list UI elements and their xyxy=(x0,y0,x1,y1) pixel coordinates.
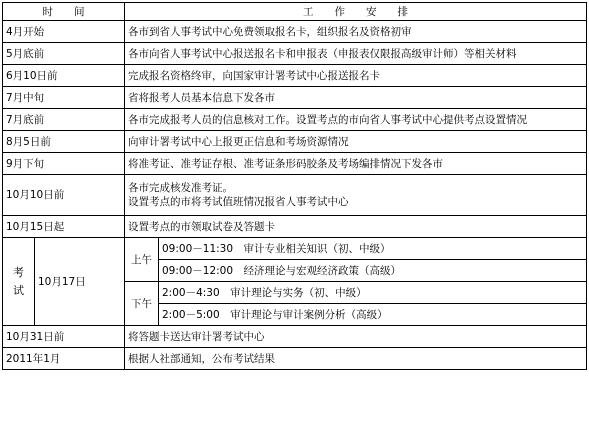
table-row xyxy=(3,131,587,153)
work-cell: 各市完成报考人员的信息核对工作。设置考点的市向省人事考试中心提供考点设置情况 xyxy=(125,109,587,131)
table-row xyxy=(3,21,587,43)
table-header-row xyxy=(3,3,587,21)
exam-label-char: 考 xyxy=(13,265,24,279)
time-cell: 4月开始 xyxy=(3,21,125,43)
work-cell: 根据人社部通知，公布考试结果 xyxy=(125,348,587,370)
work-cell: 向审计署考试中心上报更正信息和考场资源情况 xyxy=(125,131,587,153)
time-cell: 7月底前 xyxy=(3,109,125,131)
work-cell: 将准考证、准考证存根、准考证条形码胶条及考场编排情况下发各市 xyxy=(125,153,587,175)
time-cell: 5月底前 xyxy=(3,43,125,65)
exam-subject: 2:00－5:00 审计理论与审计案例分析（高级） xyxy=(159,304,587,326)
table-row xyxy=(3,43,587,65)
work-line: 各市完成核发准考证。 xyxy=(128,182,233,194)
exam-subject: 09:00－12:00 经济理论与宏观经济政策（高级） xyxy=(159,260,587,282)
work-cell: 设置考点的市领取试卷及答题卡 xyxy=(125,216,587,238)
afternoon-label: 下午 xyxy=(125,282,159,326)
work-cell: 各市到省人事考试中心免费领取报名卡，组织报名及资格初审 xyxy=(125,21,587,43)
table-row xyxy=(3,65,587,87)
time-cell: 7月中旬 xyxy=(3,87,125,109)
header-work: 工 作 安 排 xyxy=(125,3,587,21)
time-cell: 10月31日前 xyxy=(3,326,125,348)
time-cell: 6月10日前 xyxy=(3,65,125,87)
work-line: 设置考点的市将考试值班情况报省人事考试中心 xyxy=(128,196,349,208)
table-row xyxy=(3,87,587,109)
exam-date: 10月17日 xyxy=(35,238,125,326)
schedule-table xyxy=(2,2,587,370)
exam-subject: 2:00－4:30 审计理论与实务（初、中级） xyxy=(159,282,587,304)
time-cell: 10月10日前 xyxy=(3,175,125,216)
work-cell xyxy=(125,175,587,216)
work-cell: 省将报考人员基本信息下发各市 xyxy=(125,87,587,109)
table-row xyxy=(3,348,587,370)
table-row xyxy=(3,326,587,348)
table-row xyxy=(3,153,587,175)
work-cell: 各市向省人事考试中心报送报名卡和申报表（申报表仅限报高级审计师）等相关材料 xyxy=(125,43,587,65)
work-cell: 将答题卡送达审计署考试中心 xyxy=(125,326,587,348)
table-row xyxy=(3,109,587,131)
time-cell: 9月下旬 xyxy=(3,153,125,175)
time-cell: 10月15日起 xyxy=(3,216,125,238)
morning-label: 上午 xyxy=(125,238,159,282)
exam-row xyxy=(3,238,587,260)
header-time: 时 间 xyxy=(3,3,125,21)
time-cell: 2011年1月 xyxy=(3,348,125,370)
table-row xyxy=(3,216,587,238)
time-cell: 8月5日前 xyxy=(3,131,125,153)
table-row xyxy=(3,175,587,216)
exam-subject: 09:00－11:30 审计专业相关知识（初、中级） xyxy=(159,238,587,260)
exam-label xyxy=(3,238,35,326)
exam-label-char: 试 xyxy=(13,283,24,297)
work-cell: 完成报名资格终审，向国家审计署考试中心报送报名卡 xyxy=(125,65,587,87)
